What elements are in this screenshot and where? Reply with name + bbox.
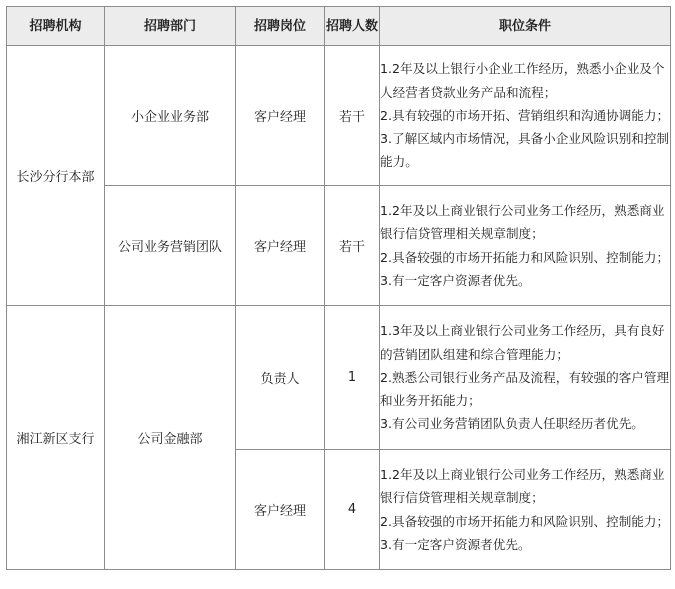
table-row bbox=[7, 186, 671, 306]
position-cell: 客户经理 bbox=[236, 186, 325, 306]
header-dept: 招聘部门 bbox=[105, 7, 236, 46]
requirement-line: 2.具备较强的市场开拓能力和风险识别、控制能力； bbox=[380, 513, 670, 529]
requirement-line: 1.2年及以上商业银行公司业务工作经历，熟悉商业银行信贷管理相关规章制度； bbox=[380, 203, 665, 242]
count-cell: 1 bbox=[325, 306, 380, 450]
count-cell: 若干 bbox=[325, 46, 380, 186]
position-cell: 客户经理 bbox=[236, 46, 325, 186]
org-cell: 湘江新区支行 bbox=[7, 306, 105, 570]
recruitment-table bbox=[6, 6, 671, 570]
table-row bbox=[7, 306, 671, 450]
requirement-line: 2.具备较强的市场开拓能力和风险识别、控制能力； bbox=[380, 249, 670, 265]
dept-cell: 公司业务营销团队 bbox=[105, 186, 236, 306]
requirements-cell bbox=[380, 450, 671, 570]
requirement-line: 2.具有较强的市场开拓、营销组织和沟通协调能力； bbox=[380, 107, 670, 123]
header-row bbox=[7, 7, 671, 46]
header-requirements: 职位条件 bbox=[380, 7, 671, 46]
requirement-line: 3.了解区域内市场情况，具备小企业风险识别和控制能力。 bbox=[380, 131, 670, 170]
requirement-line: 2.熟悉公司银行业务产品及流程，有较强的客户管理和业务开拓能力； bbox=[380, 369, 670, 409]
dept-cell: 小企业业务部 bbox=[105, 46, 236, 186]
org-cell: 长沙分行本部 bbox=[7, 46, 105, 306]
dept-cell: 公司金融部 bbox=[105, 306, 236, 570]
requirement-line: 3.有公司业务营销团队负责人任职经历者优先。 bbox=[380, 416, 644, 432]
requirement-line: 1.2年及以上商业银行公司业务工作经历，熟悉商业银行信贷管理相关规章制度； bbox=[380, 467, 665, 506]
position-cell: 客户经理 bbox=[236, 450, 325, 570]
count-cell: 若干 bbox=[325, 186, 380, 306]
position-cell: 负责人 bbox=[236, 306, 325, 450]
count-cell: 4 bbox=[325, 450, 380, 570]
header-org: 招聘机构 bbox=[7, 7, 105, 46]
requirement-line: 1.2年及以上银行小企业工作经历，熟悉小企业及个人经营者贷款业务产品和流程； bbox=[380, 61, 665, 100]
requirement-line: 1.3年及以上商业银行公司业务工作经历，具有良好的营销团队组建和综合管理能力； bbox=[380, 323, 665, 362]
requirements-cell bbox=[380, 46, 671, 186]
requirements-cell bbox=[380, 306, 671, 450]
table-row bbox=[7, 46, 671, 186]
requirement-line: 3.有一定客户资源者优先。 bbox=[380, 272, 531, 288]
header-position: 招聘岗位 bbox=[236, 7, 325, 46]
header-count: 招聘人数 bbox=[325, 7, 380, 46]
requirements-cell bbox=[380, 186, 671, 306]
requirement-line: 3.有一定客户资源者优先。 bbox=[380, 536, 531, 552]
